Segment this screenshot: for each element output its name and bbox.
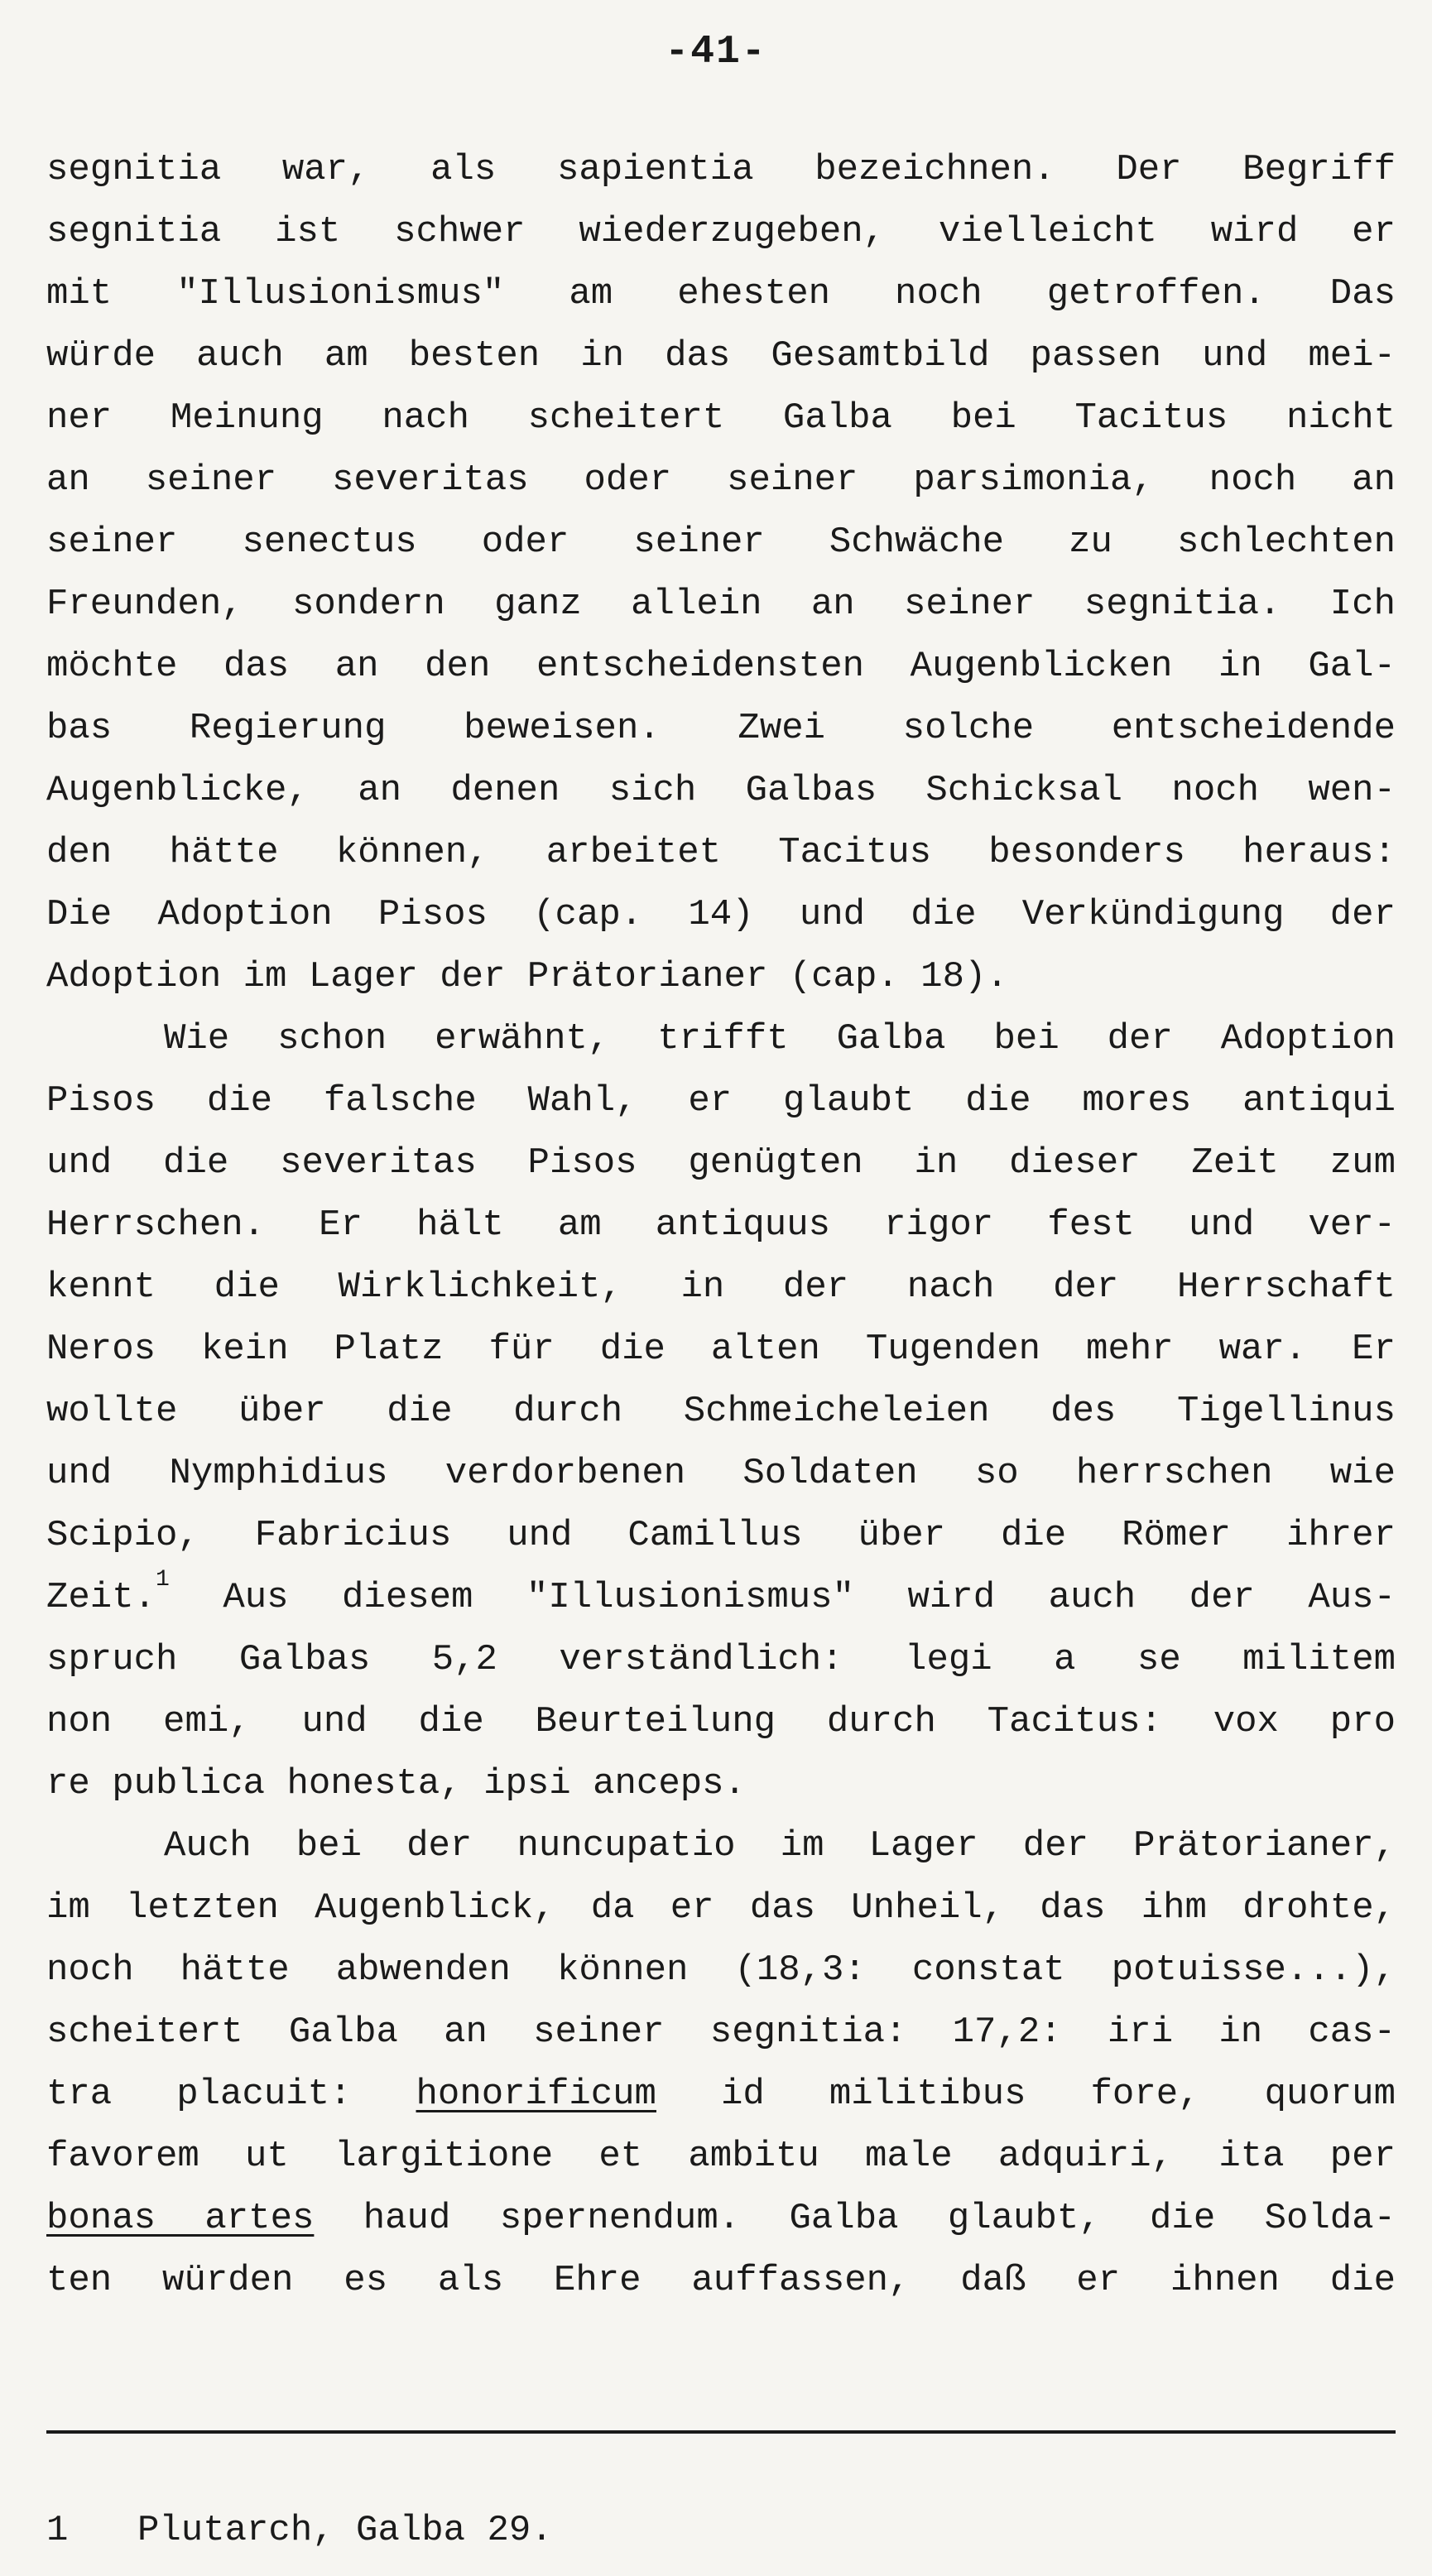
text-line: re publica honesta, ipsi anceps. <box>46 1763 746 1805</box>
text-line: scheitert Galba an seiner segnitia: 17,2: iri in cas- <box>46 2011 1396 2053</box>
paragraph-2 <box>46 1008 1396 1815</box>
text-line: bas Regierung beweisen. Zwei solche entscheidende <box>46 708 1396 749</box>
text-line: und die severitas Pisos genügten in dieser Zeit zum <box>46 1142 1396 1184</box>
text-line: möchte das an den entscheidensten Augenblicken in Gal- <box>46 646 1396 687</box>
line-segment: haud spernendum. Galba glaubt, die Solda- <box>314 2198 1396 2239</box>
footnote <box>46 2510 553 2551</box>
body-text <box>46 139 1396 2312</box>
text-line: non emi, und die Beurteilung durch Tacitus: vox pro <box>46 1701 1396 1742</box>
text-line: Pisos die falsche Wahl, er glaubt die mores antiqui <box>46 1080 1396 1122</box>
underlined-word: bonas artes <box>46 2198 315 2239</box>
text-line: mit "Illusionismus" am ehesten noch getroffen. Das <box>46 273 1396 315</box>
line-segment: Aus diesem "Illusionismus" wird auch der Aus- <box>169 1577 1396 1618</box>
footnote-text: Plutarch, Galba 29. <box>137 2510 553 2551</box>
footnote-divider <box>46 2430 1396 2434</box>
text-line: spruch Galbas 5,2 verständlich: legi a se militem <box>46 1639 1396 1680</box>
text-line: Auch bei der nuncupatio im Lager der Prätorianer, <box>164 1825 1396 1867</box>
text-line: Augenblicke, an denen sich Galbas Schicksal noch wen- <box>46 770 1396 811</box>
line-segment: Zeit. <box>46 1577 156 1618</box>
text-line: noch hätte abwenden können (18,3: constat potuisse...), <box>46 1949 1396 1991</box>
text-line: und Nymphidius verdorbenen Soldaten so herrschen wie <box>46 1453 1396 1494</box>
line-segment: tra placuit: <box>46 2074 416 2115</box>
text-line: Die Adoption Pisos (cap. 14) und die Verkündigung der <box>46 894 1396 935</box>
text-line: den hätte können, arbeitet Tacitus besonders heraus: <box>46 832 1396 873</box>
text-line-with-underline <box>46 2188 1396 2250</box>
page-number: -41- <box>665 30 767 74</box>
underlined-word: honorificum <box>416 2074 656 2115</box>
text-line: segnitia ist schwer wiederzugeben, vielleicht wird er <box>46 211 1396 252</box>
text-line: an seiner severitas oder seiner parsimonia, noch an <box>46 459 1396 501</box>
footnote-number: 1 <box>46 2510 69 2551</box>
text-line: wollte über die durch Schmeicheleien des Tigellinus <box>46 1391 1396 1432</box>
paragraph-3 <box>46 1815 1396 2312</box>
text-line: Herrschen. Er hält am antiquus rigor fest und ver- <box>46 1204 1396 1246</box>
text-line-with-underline <box>46 2064 1396 2126</box>
footnote-marker: 1 <box>156 1567 170 1593</box>
text-line: kennt die Wirklichkeit, in der nach der Herrschaft <box>46 1266 1396 1308</box>
text-line-with-footnote <box>46 1567 1396 1629</box>
paragraph-1 <box>46 139 1396 1008</box>
text-line: würde auch am besten in das Gesamtbild passen und mei- <box>46 335 1396 377</box>
text-line: Scipio, Fabricius und Camillus über die Römer ihrer <box>46 1515 1396 1556</box>
text-line: favorem ut largitione et ambitu male adquiri, ita per <box>46 2136 1396 2177</box>
line-segment: id militibus fore, quorum <box>656 2074 1396 2115</box>
text-line: im letzten Augenblick, da er das Unheil, das ihm drohte, <box>46 1887 1396 1929</box>
text-line: Freunden, sondern ganz allein an seiner segnitia. Ich <box>46 584 1396 625</box>
text-line: ten würden es als Ehre auffassen, daß er ihnen die <box>46 2260 1396 2301</box>
text-line: ner Meinung nach scheitert Galba bei Tacitus nicht <box>46 397 1396 439</box>
text-line: Wie schon erwähnt, trifft Galba bei der Adoption <box>164 1018 1396 1060</box>
text-line: segnitia war, als sapientia bezeichnen. Der Begriff <box>46 149 1396 190</box>
text-line: seiner senectus oder seiner Schwäche zu schlechten <box>46 521 1396 563</box>
text-line: Adoption im Lager der Prätorianer (cap. 18). <box>46 956 1008 997</box>
text-line: Neros kein Platz für die alten Tugenden mehr war. Er <box>46 1329 1396 1370</box>
